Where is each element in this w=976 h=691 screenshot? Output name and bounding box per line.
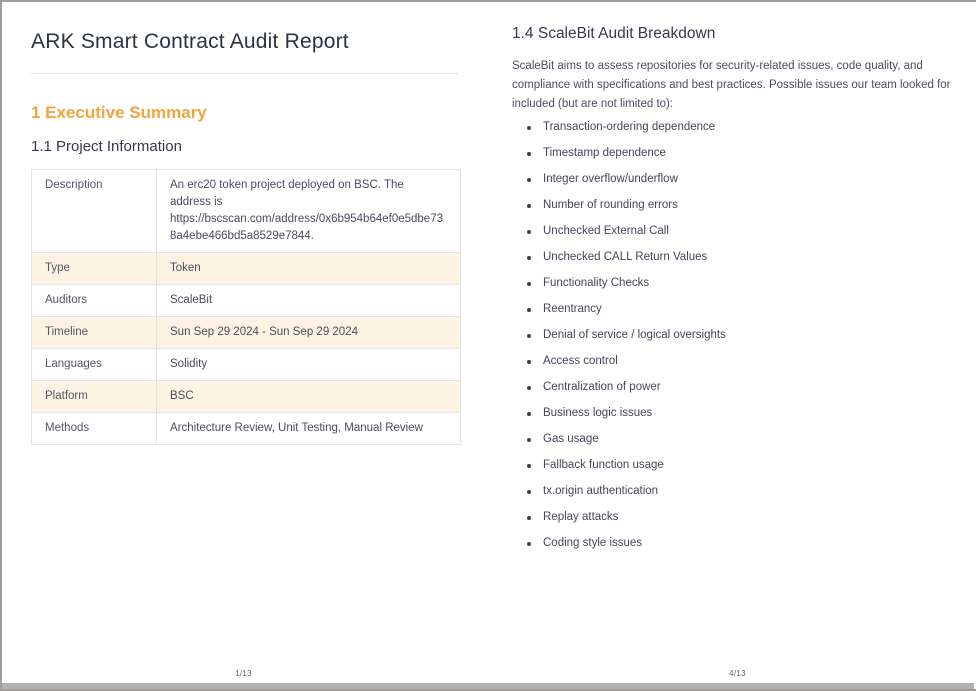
list-item-text: Fallback function usage bbox=[543, 459, 664, 471]
list-item bbox=[512, 225, 960, 238]
list-item bbox=[512, 329, 960, 342]
list-item bbox=[512, 407, 960, 420]
bullet-icon bbox=[527, 256, 531, 260]
list-item bbox=[512, 199, 960, 212]
list-item bbox=[512, 381, 960, 394]
list-item bbox=[512, 511, 960, 524]
list-item-text: Timestamp dependence bbox=[543, 147, 666, 159]
page-1 bbox=[2, 2, 485, 689]
audit-checklist bbox=[512, 121, 960, 550]
row-label: Platform bbox=[32, 381, 157, 413]
project-info-table bbox=[31, 169, 461, 445]
page-number-left: 1/13 bbox=[235, 669, 252, 678]
list-item-text: Unchecked External Call bbox=[543, 225, 669, 237]
bullet-icon bbox=[527, 152, 531, 156]
report-title: ARK Smart Contract Audit Report bbox=[31, 30, 349, 53]
bullet-icon bbox=[527, 334, 531, 338]
bullet-icon bbox=[527, 464, 531, 468]
bullet-icon bbox=[527, 230, 531, 234]
list-item-text: Replay attacks bbox=[543, 511, 619, 523]
list-item bbox=[512, 277, 960, 290]
list-item-text: Business logic issues bbox=[543, 407, 653, 419]
section-heading-executive-summary: 1 Executive Summary bbox=[31, 103, 207, 122]
list-item-text: Coding style issues bbox=[543, 537, 643, 549]
list-item-text: Gas usage bbox=[543, 433, 599, 445]
list-item-text: Unchecked CALL Return Values bbox=[543, 251, 708, 263]
table-row bbox=[32, 285, 461, 317]
list-item-text: Transaction-ordering dependence bbox=[543, 121, 716, 133]
row-label: Languages bbox=[32, 349, 157, 381]
table-row bbox=[32, 253, 461, 285]
title-divider bbox=[31, 73, 459, 74]
list-item bbox=[512, 303, 960, 316]
bullet-icon bbox=[527, 542, 531, 546]
list-item-text: Centralization of power bbox=[543, 381, 661, 393]
list-item-text: Denial of service / logical oversights bbox=[543, 329, 726, 341]
table-row bbox=[32, 349, 461, 381]
list-item-text: Functionality Checks bbox=[543, 277, 650, 289]
audit-breakdown-intro: ScaleBit aims to assess repositories for security-related issues, code quality, and compliance with specifications and best practices. Possible issues our team looked for included (but are not limited to): bbox=[512, 60, 951, 110]
list-item bbox=[512, 173, 960, 186]
row-label: Auditors bbox=[32, 285, 157, 317]
section-heading-audit-breakdown: 1.4 ScaleBit Audit Breakdown bbox=[512, 25, 716, 42]
list-item bbox=[512, 147, 960, 160]
row-value: Sun Sep 29 2024 - Sun Sep 29 2024 bbox=[157, 317, 461, 349]
list-item bbox=[512, 537, 960, 550]
table-row bbox=[32, 381, 461, 413]
row-label: Type bbox=[32, 253, 157, 285]
list-item bbox=[512, 355, 960, 368]
list-item-text: Integer overflow/underflow bbox=[543, 173, 678, 185]
bullet-icon bbox=[527, 282, 531, 286]
list-item-text: Number of rounding errors bbox=[543, 199, 678, 211]
bullet-icon bbox=[527, 412, 531, 416]
row-value: ScaleBit bbox=[157, 285, 461, 317]
list-item bbox=[512, 459, 960, 472]
bullet-icon bbox=[527, 516, 531, 520]
page-number-right: 4/13 bbox=[729, 669, 746, 678]
bullet-icon bbox=[527, 438, 531, 442]
list-item bbox=[512, 485, 960, 498]
table-row bbox=[32, 170, 461, 253]
row-label: Timeline bbox=[32, 317, 157, 349]
bullet-icon bbox=[527, 490, 531, 494]
list-item bbox=[512, 251, 960, 264]
project-info-table-body bbox=[32, 170, 461, 445]
bullet-icon bbox=[527, 386, 531, 390]
viewer-bottom-bar bbox=[2, 683, 974, 689]
subsection-heading-project-information: 1.1 Project Information bbox=[31, 138, 182, 155]
table-row bbox=[32, 413, 461, 445]
list-item bbox=[512, 433, 960, 446]
bullet-icon bbox=[527, 126, 531, 130]
list-item bbox=[512, 121, 960, 134]
list-item-text: Access control bbox=[543, 355, 618, 367]
row-value: Architecture Review, Unit Testing, Manual Review bbox=[157, 413, 461, 445]
list-item-text: tx.origin authentication bbox=[543, 485, 659, 497]
table-row bbox=[32, 317, 461, 349]
row-value: Token bbox=[157, 253, 461, 285]
page-4 bbox=[485, 2, 976, 689]
row-label: Methods bbox=[32, 413, 157, 445]
row-value: An erc20 token project deployed on BSC. The address is https://bscscan.com/address/0x6b954b64ef0e5dbe738a4ebe466bd5a8529e7844. bbox=[157, 170, 461, 253]
bullet-icon bbox=[527, 360, 531, 364]
list-item-text: Reentrancy bbox=[543, 303, 602, 315]
row-value: BSC bbox=[157, 381, 461, 413]
bullet-icon bbox=[527, 178, 531, 182]
row-label: Description bbox=[32, 170, 157, 253]
bullet-icon bbox=[527, 204, 531, 208]
row-value: Solidity bbox=[157, 349, 461, 381]
bullet-icon bbox=[527, 308, 531, 312]
